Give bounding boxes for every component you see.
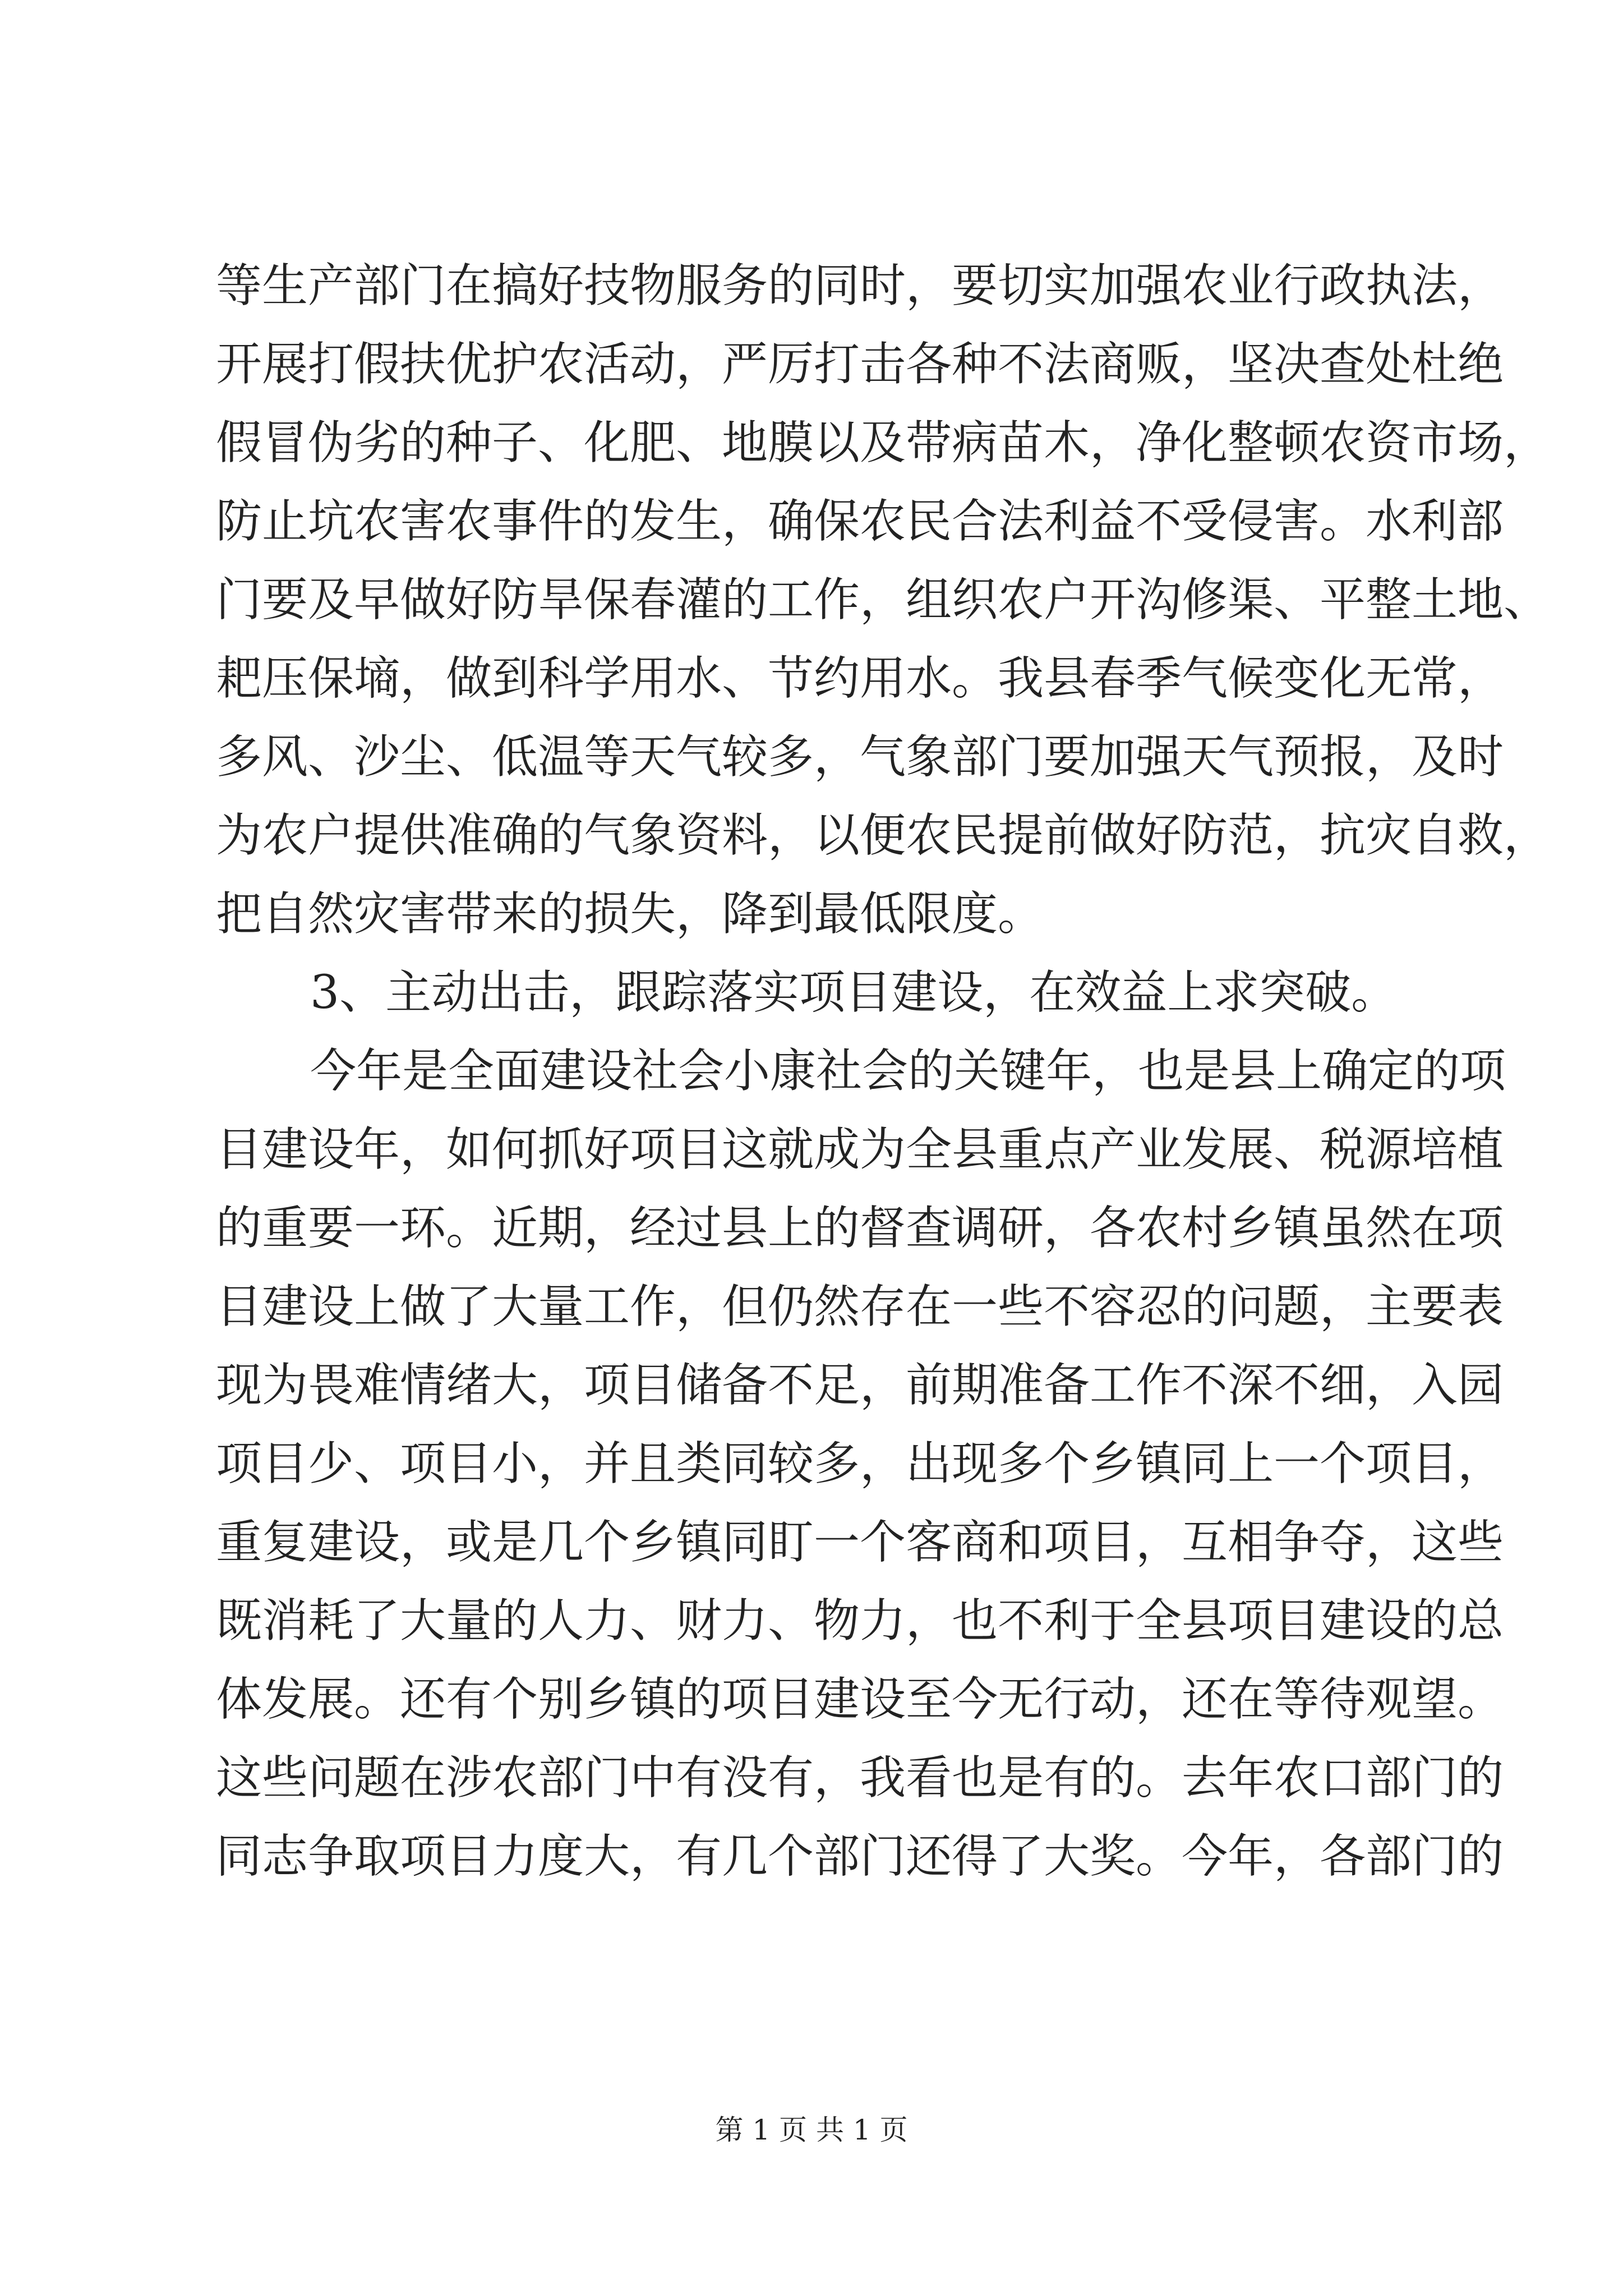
paragraph-1-line-6: 耙压保墒，做到科学用水、节约用水。我县春季气候变化无常， (216, 652, 1504, 705)
paragraph-1-line-2: 开展打假扶优护农活动，严厉打击各种不法商贩，坚决查处杜绝 (216, 338, 1504, 391)
paragraph-3-line-6: 项目少、项目小，并且类同较多，出现多个乡镇同上一个项目， (216, 1437, 1504, 1490)
paragraph-3-line-9: 体发展。还有个别乡镇的项目建设至今无行动，还在等待观望。 (216, 1673, 1504, 1726)
paragraph-3-line-4: 目建设上做了大量工作，但仍然存在一些不容忍的问题，主要表 (216, 1280, 1504, 1333)
paragraph-1-line-8: 为农户提供准确的气象资料，以便农民提前做好防范，抗灾自救， (216, 809, 1550, 862)
paragraph-1-line-1: 等生产部门在搞好技物服务的同时，要切实加强农业行政执法， (216, 259, 1504, 312)
paragraph-1-line-9: 把自然灾害带来的损失，降到最低限度。 (216, 887, 1044, 941)
paragraph-3-line-10: 这些问题在涉农部门中有没有，我看也是有的。去年农口部门的 (216, 1751, 1504, 1805)
paragraph-1-line-5: 门要及早做好防旱保春灌的工作，组织农户开沟修渠、平整土地、 (216, 573, 1550, 627)
paragraph-3-line-11: 同志争取项目力度大，有几个部门还得了大奖。今年，各部门的 (216, 1830, 1504, 1883)
paragraph-3-line-2: 目建设年，如何抓好项目这就成为全县重点产业发展、税源培植 (216, 1123, 1504, 1176)
paragraph-3-line-1: 今年是全面建设社会小康社会的关键年，也是县上确定的项 (310, 1045, 1506, 1098)
page-number-footer: 第 1 页 共 1 页 (715, 2114, 908, 2146)
paragraph-1-line-7: 多风、沙尘、低温等天气较多，气象部门要加强天气预报，及时 (216, 730, 1504, 784)
section-heading-3: 3、主动出击，跟踪落实项目建设，在效益上求突破。 (310, 966, 1398, 1019)
document-body (216, 247, 1550, 1896)
paragraph-3-line-3: 的重要一环。近期，经过县上的督查调研，各农村乡镇虽然在项 (216, 1202, 1504, 1255)
paragraph-3-line-5: 现为畏难情绪大，项目储备不足，前期准备工作不深不细，入园 (216, 1359, 1504, 1412)
paragraph-3-line-8: 既消耗了大量的人力、财力、物力，也不利于全县项目建设的总 (216, 1594, 1504, 1648)
paragraph-3-line-7: 重复建设，或是几个乡镇同盯一个客商和项目，互相争夺，这些 (216, 1516, 1504, 1569)
paragraph-1-line-3: 假冒伪劣的种子、化肥、地膜以及带病苗木，净化整顿农资市场， (216, 416, 1550, 470)
paragraph-1-line-4: 防止坑农害农事件的发生，确保农民合法利益不受侵害。水利部 (216, 495, 1504, 548)
